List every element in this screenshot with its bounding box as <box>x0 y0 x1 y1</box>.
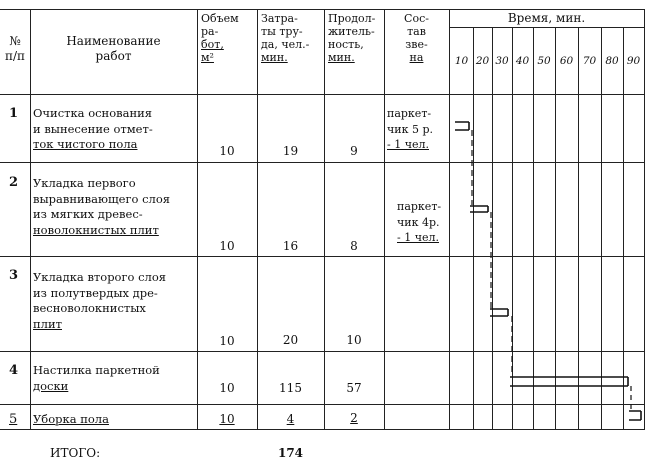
row-1-name-line: Очистка основания <box>33 106 153 120</box>
row-2-duration: 8 <box>350 239 358 253</box>
row-4-name-line: доски <box>33 378 69 393</box>
header-name-line: работ <box>95 49 132 63</box>
row-1-name-line: ток чистого пола <box>33 137 138 151</box>
row-2-name-line: новолокнистых плит <box>33 222 159 237</box>
row-3-num: 3 <box>9 268 19 283</box>
header-labor-line: да, чел.- <box>261 38 310 51</box>
row-2-volume: 10 <box>219 239 235 253</box>
row-2-name-line: Укладка первого <box>33 176 136 190</box>
header-num-line: п/п <box>4 49 26 63</box>
row-5-duration: 2 <box>350 411 358 425</box>
row-5-labor: 4 <box>286 412 295 426</box>
row-1-name-line: и вынесение отмет- <box>33 121 153 136</box>
time-tick-40: 40 <box>515 55 530 67</box>
row-3-name-line: плит <box>33 316 62 331</box>
time-tick-90: 90 <box>626 55 641 67</box>
time-tick-10: 10 <box>454 55 469 67</box>
header-volume-line: ра- <box>201 25 219 38</box>
header-volume-line: м² <box>201 51 214 64</box>
row-3-labor: 20 <box>282 333 299 347</box>
header-duration-line: ность, <box>328 38 364 51</box>
row-2-crew-line: паркет- <box>397 200 442 213</box>
header-time-title: Время, мин. <box>507 11 586 25</box>
time-tick-60: 60 <box>559 55 574 67</box>
header-volume-line: бот, <box>201 38 224 51</box>
header-labor-line: мин. <box>261 51 288 64</box>
row-4-volume: 10 <box>219 381 235 395</box>
row-3-name-line: из полутвердых дре- <box>33 285 158 300</box>
row-2-labor: 16 <box>282 239 299 253</box>
time-tick-70: 70 <box>582 55 597 67</box>
row-3-duration: 10 <box>346 333 362 347</box>
row-1-num: 1 <box>9 106 19 121</box>
time-tick-80: 80 <box>605 55 619 67</box>
row-5-name: Уборка пола <box>33 412 109 426</box>
row-4-num: 4 <box>9 363 19 378</box>
time-tick-20: 20 <box>475 55 490 67</box>
gantt-bar-row-1 <box>455 122 469 130</box>
gantt-bar-row-5 <box>629 411 641 420</box>
header-duration-line: житель- <box>328 25 375 38</box>
row-3-name-line: весноволокнистых <box>33 301 146 315</box>
header-volume-line: Объем <box>201 12 239 25</box>
header-name-line: Наименование <box>66 34 161 48</box>
row-4-name-line: Настилка паркетной <box>33 363 160 377</box>
header-labor-line: ты тру- <box>261 25 303 38</box>
row-1-crew-line: - 1 чел. <box>387 138 429 151</box>
header-crew-line: тав <box>407 25 426 38</box>
gantt-bar-row-2 <box>470 206 488 212</box>
row-2-num: 2 <box>9 175 19 190</box>
time-tick-30: 30 <box>495 55 509 67</box>
gantt-bar-row-4 <box>510 377 628 386</box>
row-5-num: 5 <box>9 412 18 427</box>
row-1-duration: 9 <box>350 144 358 158</box>
row-5-volume: 10 <box>219 412 235 426</box>
row-3-volume: 10 <box>219 334 235 348</box>
row-1-volume: 10 <box>219 144 235 158</box>
row-2-crew-line: - 1 чел. <box>397 231 439 244</box>
row-2-crew-line: чик 4р. <box>397 215 440 229</box>
total-label: ИТОГО: <box>50 446 101 460</box>
header-num-line: № <box>9 34 21 48</box>
header-duration-line: мин. <box>328 51 355 64</box>
row-2-name-line: выравнивающего слоя <box>33 191 171 206</box>
gantt-bar-row-3 <box>490 309 508 316</box>
header-duration-line: Продол- <box>328 12 376 25</box>
time-tick-50: 50 <box>537 55 551 67</box>
header-crew-line: зве- <box>405 38 428 51</box>
row-1-crew-line: паркет- <box>387 107 432 120</box>
row-3-name-line: Укладка второго слоя <box>33 270 167 284</box>
row-4-duration: 57 <box>346 381 362 395</box>
header-crew-line: на <box>409 51 424 64</box>
total-labor: 174 <box>277 446 304 460</box>
row-1-crew-line: чик 5 р. <box>387 122 434 136</box>
row-2-name-line: из мягких древес- <box>33 207 143 221</box>
header-labor-line: Затра- <box>261 12 298 25</box>
row-1-labor: 19 <box>282 144 299 158</box>
header-crew-line: Сос- <box>404 12 429 25</box>
row-4-labor: 115 <box>279 381 302 395</box>
